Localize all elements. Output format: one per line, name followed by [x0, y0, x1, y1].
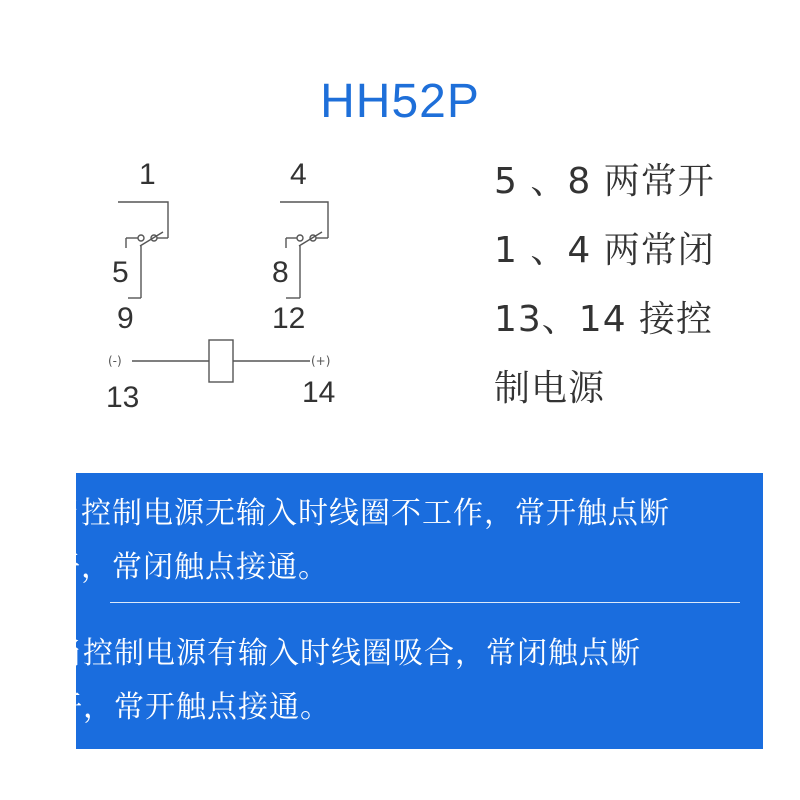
coil [132, 340, 310, 382]
description-line: 5 、8 两常开 [494, 161, 715, 202]
notes-divider [110, 602, 740, 603]
plus-polarity-label: (+) [311, 354, 331, 368]
pin-9-label: 9 [117, 302, 134, 335]
schematic-lines [0, 0, 480, 440]
minus-polarity-label: (-) [108, 354, 122, 368]
pin-8-label: 8 [272, 256, 289, 289]
model-title: HH52P [320, 75, 480, 128]
pin-14-label: 14 [302, 376, 336, 409]
pin-4-label: 4 [290, 158, 307, 191]
pin-description [494, 158, 794, 434]
pin-12-label: 12 [272, 302, 306, 335]
description-line: 制电源 [494, 368, 606, 409]
description-line: 13、14 接控 [494, 299, 714, 340]
description-line: 1 、4 两常闭 [494, 230, 715, 271]
note-with-power: 当控制电源有输入时线圈吸合，常闭触点断开，常开触点接通。 [52, 636, 641, 725]
pin-5-label: 5 [112, 256, 129, 289]
note-no-power: 当控制电源无输入时线圈不工作，常开触点断开，常闭触点接通。 [50, 496, 670, 585]
relay-wiring-diagram [0, 0, 480, 440]
pin-1-label: 1 [139, 158, 156, 191]
pin-13-label: 13 [106, 381, 140, 414]
